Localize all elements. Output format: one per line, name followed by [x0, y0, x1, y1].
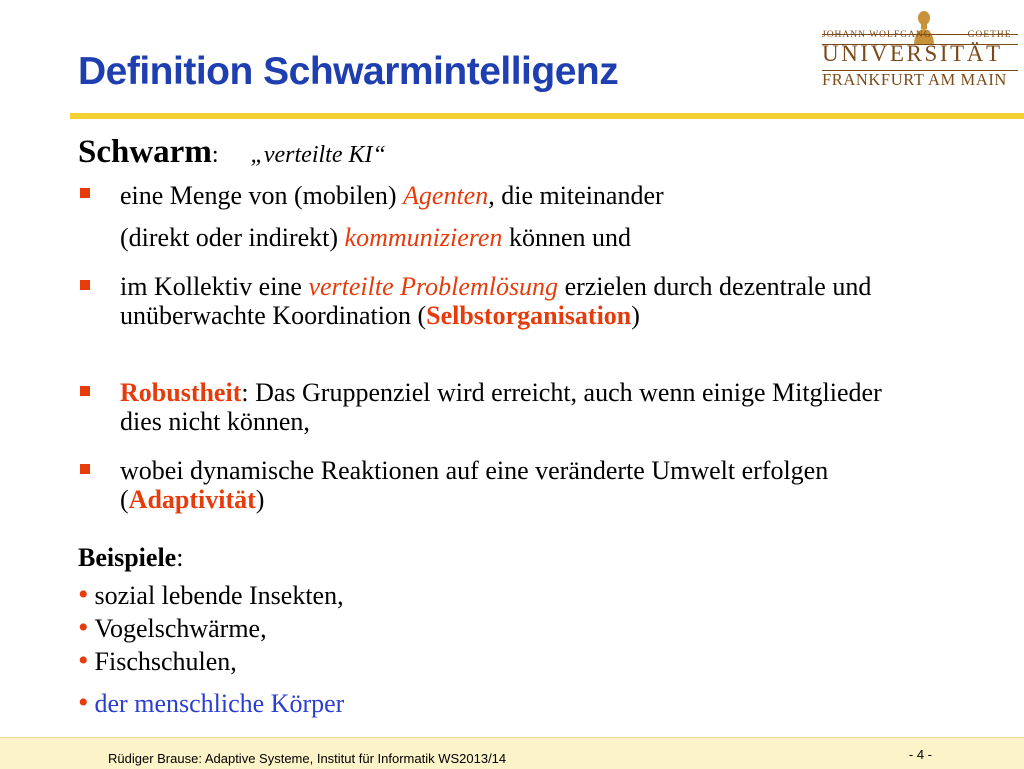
- university-logo: [822, 8, 1018, 106]
- bullet-marker: [80, 188, 90, 198]
- bullet-item: Robustheit: Das Gruppenziel wird erreicht, auch wenn einige Mitglieder dies nicht können,: [120, 378, 882, 436]
- bullet-marker: [80, 464, 90, 474]
- bullet-item: eine Menge von (mobilen) Agenten, die miteinander (direkt oder indirekt) kommunizieren können und: [120, 181, 664, 252]
- heading-quote: „verteilte KI“: [250, 142, 386, 168]
- logo-tagline: JOHANN WOLFGANG GOETHE: [822, 30, 1012, 40]
- logo-university: UNIVERSITÄT: [822, 41, 1003, 66]
- example-item: • der menschliche Körper: [78, 686, 345, 719]
- example-item: • Vogelschwärme,: [78, 611, 267, 644]
- section-heading: Schwarm: „verteilte KI“: [78, 134, 386, 170]
- slide-title: Definition Schwarmintelligenz: [78, 50, 619, 93]
- title-underline: [70, 113, 1024, 119]
- footer-bar: [0, 737, 1024, 769]
- example-item: • sozial lebende Insekten,: [78, 578, 344, 611]
- bullet-item: wobei dynamische Reaktionen auf eine veränderte Umwelt erfolgen (Adaptivität): [120, 456, 829, 514]
- logo-city: FRANKFURT AM MAIN: [822, 70, 1007, 89]
- bullet-marker: [80, 280, 90, 290]
- bullet-item: im Kollektiv eine verteilte Problemlösung erzielen durch dezentrale und unüberwachte Koordination (Selbstorganisation): [120, 272, 872, 330]
- page-number: - 4 -: [908, 747, 932, 762]
- footer-credit: Rüdiger Brause: Adaptive Systeme, Institut für Informatik WS2013/14: [108, 751, 507, 766]
- bullet-marker: [80, 386, 90, 396]
- examples-heading: Beispiele:: [78, 543, 184, 572]
- example-item: • Fischschulen,: [78, 644, 237, 677]
- heading-term: Schwarm: [78, 134, 212, 170]
